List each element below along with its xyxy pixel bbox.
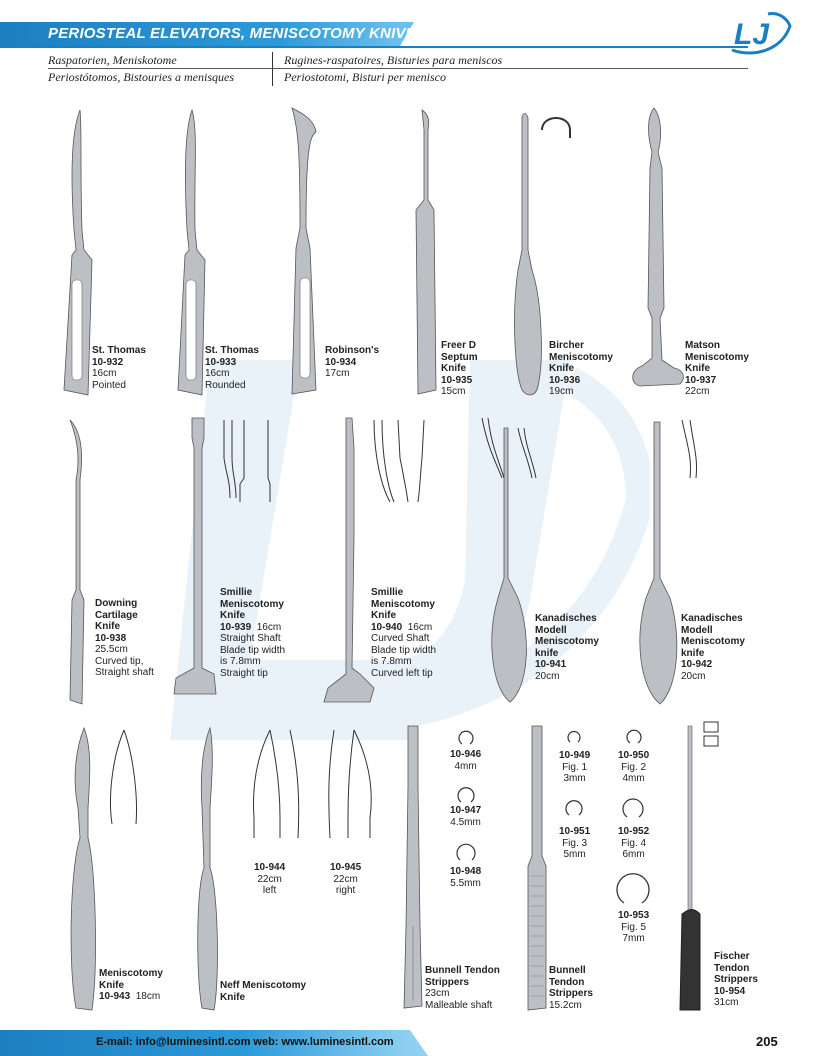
product-label-10-942: Kanadisches Modell Meniscotomy knife 10-942 20cm <box>681 613 745 682</box>
subtitle-fr: Rugines-raspatoires, Bisturies para meniscos <box>284 53 503 67</box>
robinsons-image <box>284 108 324 400</box>
product-label-10-937: Matson Meniscotomy Knife 10-937 22cm <box>685 340 749 397</box>
ring-10-952-icon <box>620 795 646 821</box>
product-label-neff: Neff Meniscotomy Knife <box>220 980 307 1003</box>
product-label-10-944: 10-944 22cm left <box>254 862 286 896</box>
product-label-10-945: 10-945 22cm right <box>330 862 362 896</box>
neff-knife-image <box>188 728 228 1013</box>
svg-text:LJ: LJ <box>734 18 770 51</box>
product-label-10-932: St. Thomas 10-932 16cm Pointed <box>92 345 146 391</box>
product-label-10-940: Smillie Meniscotomy Knife 10-940 16cm Curved Shaft Blade tip width is 7.8mm Curved left tip <box>371 587 437 679</box>
ring-10-950-icon <box>624 727 644 747</box>
subtitle-divider <box>272 52 273 86</box>
product-label-bunnell-23: Bunnell Tendon Strippers 23cm Malleable shaft <box>425 965 500 1011</box>
ring-10-949-icon <box>565 727 583 745</box>
lj-logo-icon <box>724 10 794 56</box>
header-divider <box>0 46 748 48</box>
subtitle-de: Raspatorien, Meniskotome <box>48 53 177 67</box>
ring-10-951-icon <box>563 797 585 819</box>
product-label-10-941: Kanadisches Modell Meniscotomy knife 10-941 20cm <box>535 613 599 682</box>
matson-knife-image <box>628 108 688 398</box>
product-label-10-934: Robinson's 10-934 17cm <box>325 345 380 379</box>
bunnell-stripper-23-image <box>398 726 428 1016</box>
product-label-10-952: 10-952 Fig. 4 6mm <box>618 826 650 860</box>
ring-10-953-icon <box>614 870 652 908</box>
product-label-10-939: Smillie Meniscotomy Knife 10-939 16cm Straight Shaft Blade tip width is 7.8mm Straight tip <box>220 587 286 679</box>
product-label-10-938: Downing Cartilage Knife 10-938 25.5cm Curved tip, Straight shaft <box>95 598 154 678</box>
ring-10-946-icon <box>456 728 476 748</box>
page-title: PERIOSTEAL ELEVATORS, MENISCOTOMY KNIVES <box>48 25 427 42</box>
subtitle-it: Periostotomi, Bisturi per menisco <box>284 70 446 84</box>
product-label-10-935: Freer D Septum Knife 10-935 15cm <box>441 340 478 397</box>
downing-knife-image <box>62 420 92 710</box>
ring-10-948-icon <box>454 840 478 864</box>
product-label-10-947: 10-947 4.5mm <box>450 805 482 828</box>
product-label-10-946: 10-946 4mm <box>450 749 482 772</box>
product-label-10-953: 10-953 Fig. 5 7mm <box>618 910 650 944</box>
product-label-10-949: 10-949 Fig. 1 3mm <box>559 750 591 784</box>
product-label-10-936: Bircher Meniscotomy Knife 10-936 19cm <box>549 340 613 397</box>
ring-10-947-icon <box>455 784 477 806</box>
subtitle-underline <box>48 68 748 69</box>
product-label-10-933: St. Thomas 10-933 16cm Rounded <box>205 345 259 391</box>
product-label-10-950: 10-950 Fig. 2 4mm <box>618 750 650 784</box>
product-label-10-951: 10-951 Fig. 3 5mm <box>559 826 591 860</box>
product-label-10-948: 10-948 5.5mm <box>450 866 482 889</box>
subtitle-es: Periostótomos, Bistouries a menisques <box>48 70 234 84</box>
neff-blade-left-image <box>246 728 306 848</box>
neff-blade-right-image <box>320 728 380 848</box>
product-label-10-943: Meniscotomy Knife 10-943 18cm <box>99 968 163 1002</box>
footer-contact: E-mail: info@luminesintl.com web: www.luminesintl.com <box>96 1036 394 1048</box>
page-number: 205 <box>756 1034 778 1049</box>
product-label-bunnell-15: Bunnell Tendon Strippers 15.2cm <box>549 965 593 1011</box>
product-label-10-954: Fischer Tendon Strippers 10-954 31cm <box>714 951 758 1008</box>
